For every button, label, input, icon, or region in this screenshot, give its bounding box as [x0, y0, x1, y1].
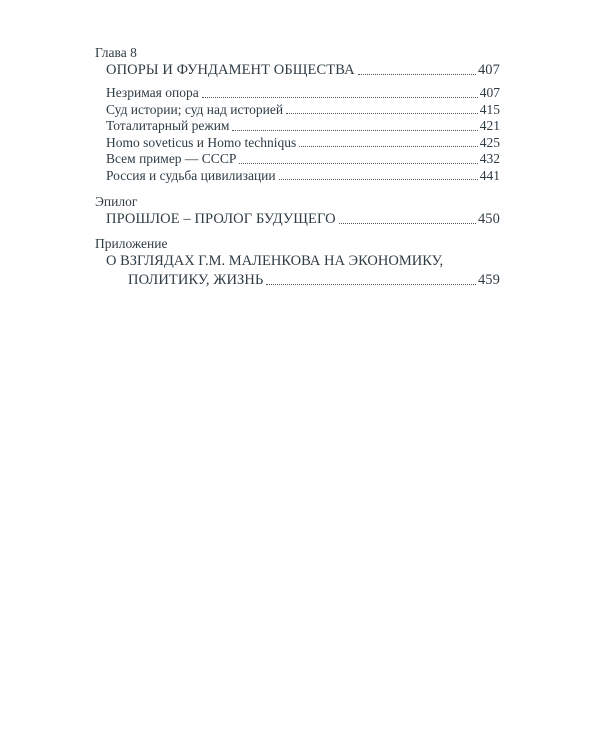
toc-page-number: 432	[479, 151, 500, 166]
toc-entry	[95, 118, 500, 135]
toc-entry-chapter-title	[95, 61, 500, 79]
toc-entry-title: Россия и судьба цивилизации	[106, 167, 276, 183]
appendix-label: Приложение	[95, 236, 168, 251]
toc-entry-title: Всем пример — СССР	[106, 151, 237, 166]
toc-page-number: 459	[477, 272, 500, 288]
dot-leader	[266, 284, 476, 285]
dot-leader	[299, 146, 478, 147]
table-of-contents	[95, 45, 500, 289]
toc-entry	[95, 168, 500, 185]
epilogue-label: Эпилог	[95, 194, 138, 209]
toc-entry-title: Homo soveticus и Homo techniqus	[106, 134, 297, 150]
toc-entry-title: ПРОШЛОЕ – ПРОЛОГ БУДУЩЕГО	[106, 211, 336, 227]
toc-page-number: 407	[477, 62, 500, 78]
toc-page-number: 415	[479, 101, 500, 117]
toc-entry-appendix-line1: О ВЗГЛЯДАХ Г.М. МАЛЕНКОВА НА ЭКОНОМИКУ,	[106, 253, 444, 269]
toc-page-number: 441	[479, 167, 500, 183]
dot-leader	[232, 130, 477, 131]
toc-entry-title: ОПОРЫ И ФУНДАМЕНТ ОБЩЕСТВА	[106, 62, 355, 78]
toc-entry-appendix	[95, 271, 500, 289]
dot-leader	[279, 179, 478, 180]
toc-page-number: 407	[479, 85, 500, 100]
dot-leader	[202, 97, 478, 98]
dot-leader	[358, 74, 476, 75]
toc-page-number: 421	[479, 118, 500, 133]
toc-entry-title: Незримая опора	[106, 85, 199, 100]
toc-entry-title: ПОЛИТИКУ, ЖИЗНЬ	[128, 272, 264, 288]
toc-entry-epilogue	[95, 210, 500, 228]
dot-leader	[239, 163, 477, 164]
toc-entry	[95, 85, 500, 102]
toc-entry	[95, 151, 500, 168]
toc-entry-title: Тоталитарный режим	[106, 118, 230, 133]
dot-leader	[339, 223, 476, 224]
chapter-label: Глава 8	[95, 45, 137, 60]
toc-page-number: 425	[479, 134, 500, 150]
dot-leader	[286, 113, 478, 114]
toc-entry	[95, 102, 500, 119]
toc-entry	[95, 135, 500, 152]
toc-entry-title: Суд истории; суд над историей	[106, 101, 284, 117]
toc-page-number: 450	[477, 211, 500, 227]
